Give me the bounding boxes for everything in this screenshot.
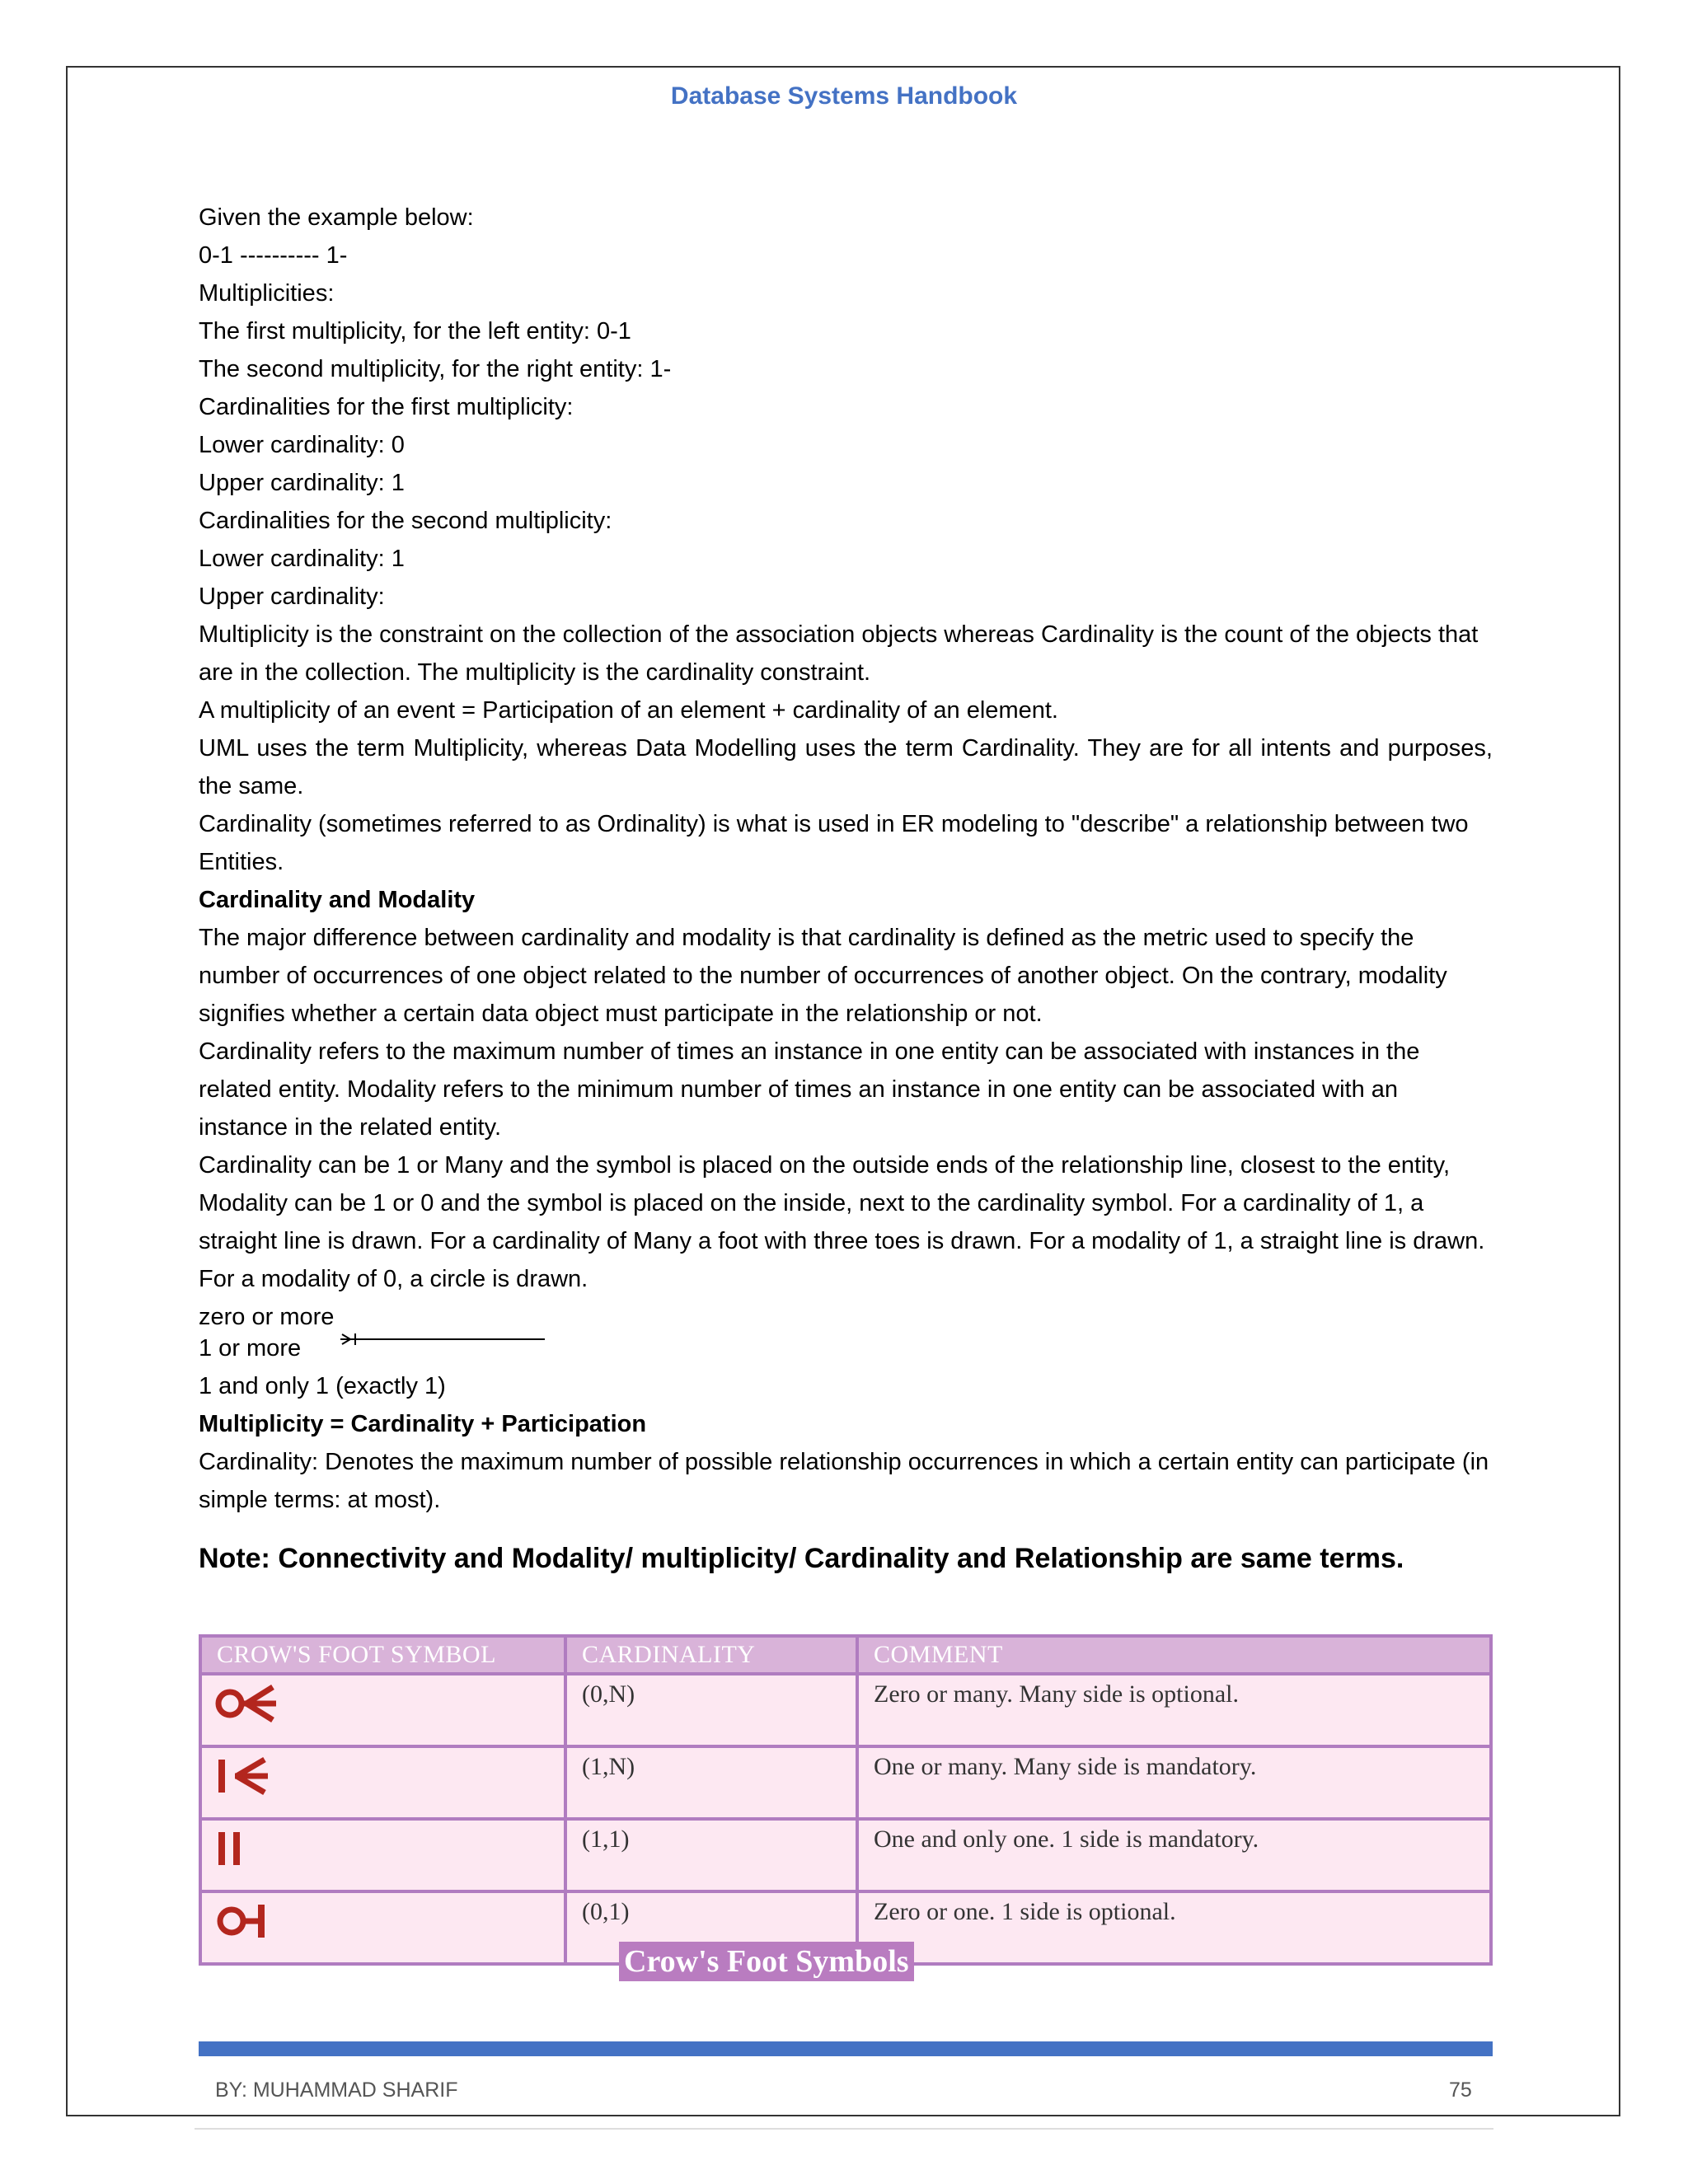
paragraph-event: A multiplicity of an event = Participation of an element + cardinality of an element. — [199, 697, 1058, 724]
text-line: Upper cardinality: — [199, 583, 385, 610]
text-line: Upper cardinality: 1 — [199, 470, 405, 496]
comment-cell: Zero or one. 1 side is optional. — [857, 1891, 1491, 1964]
text-line: Given the example below: — [199, 204, 474, 231]
bottom-rule — [195, 2128, 1493, 2130]
one-and-only-one-icon — [213, 1825, 279, 1872]
symbol-cell — [200, 1746, 565, 1819]
paragraph-multiplicity: Multiplicity is the constraint on the collection of the association objects whereas Cardinality is the count of the objects that are in the collection. The multiplicity is the cardinality constraint. — [199, 621, 1479, 686]
footer-bar — [199, 2041, 1493, 2056]
paragraph-cardinality-definition: Cardinality: Denotes the maximum number of possible relationship occurrences in which a certain entity can participate (in simple terms: at most). — [199, 1449, 1489, 1513]
page-number: 75 — [1449, 2079, 1472, 2102]
symbol-cell — [200, 1674, 565, 1746]
cardinality-cell: (1,1) — [565, 1819, 857, 1891]
text-line: Cardinalities for the first multiplicity: — [199, 394, 574, 420]
text-line: Cardinalities for the second multiplicity: — [199, 508, 612, 534]
cardinality-cell: (0,N) — [565, 1674, 857, 1746]
one-or-more-relationship-icon — [339, 1331, 553, 1347]
one-or-more-label: 1 or more — [199, 1335, 302, 1361]
table-row — [200, 1674, 1491, 1746]
text-line: The second multiplicity, for the right entity: 1- — [199, 356, 672, 382]
footer-author: BY: MUHAMMAD SHARIF — [215, 2079, 458, 2102]
text-line: Multiplicities: — [199, 280, 335, 307]
symbol-cell — [200, 1891, 565, 1964]
table-row — [200, 1819, 1491, 1891]
text-line: The first multiplicity, for the left entity: 0-1 — [199, 318, 631, 344]
zero-or-more-label: zero or more — [199, 1304, 335, 1330]
comment-cell: Zero or many. Many side is optional. — [857, 1674, 1491, 1746]
note-heading: Note: Connectivity and Modality/ multiplicity/ Cardinality and Relationship are same terms. — [199, 1543, 1404, 1574]
cardinality-cell: (0,1) — [565, 1891, 857, 1964]
heading-multiplicity: Multiplicity = Cardinality + Participation — [199, 1411, 647, 1437]
heading-cardinality-modality: Cardinality and Modality — [199, 887, 476, 913]
paragraph-uml: UML uses the term Multiplicity, whereas Data Modelling uses the term Cardinality. They are for all intents and purposes, the same. — [199, 735, 1493, 799]
text-line: 0-1 ---------- 1- — [199, 242, 348, 269]
symbol-cell — [200, 1819, 565, 1891]
text-line: Lower cardinality: 0 — [199, 432, 405, 458]
one-or-many-icon — [213, 1753, 279, 1799]
table-caption: Crow's Foot Symbols — [619, 1942, 914, 1981]
zero-or-many-icon — [213, 1680, 279, 1727]
paragraph-refers: Cardinality refers to the maximum number of times an instance in one entity can be associated with instances in the related entity. Modality refers to the minimum number of times an instance in one entity can be associated with an instance in the related entity. — [199, 1038, 1420, 1141]
text-line: Lower cardinality: 1 — [199, 546, 405, 572]
column-header: CARDINALITY — [565, 1636, 857, 1674]
symbol-example — [199, 1298, 1493, 1367]
exactly-one-label: 1 and only 1 (exactly 1) — [199, 1373, 446, 1399]
crows-foot-table-wrap — [199, 1634, 1493, 1966]
page-content — [199, 199, 1493, 1578]
comment-cell: One and only one. 1 side is mandatory. — [857, 1819, 1491, 1891]
column-header: COMMENT — [857, 1636, 1491, 1674]
paragraph-symbol: Cardinality can be 1 or Many and the symbol is placed on the outside ends of the relationship line, closest to the entity, Modality can be 1 or 0 and the symbol is placed on the inside, next to the cardinality symbol. For a cardinality of 1, a straight line is drawn. For a cardinality of Many a foot with three toes is drawn. For a modality of 1, a straight line is drawn. For a modality of 0, a circle is drawn. — [199, 1152, 1485, 1292]
table-row — [200, 1746, 1491, 1819]
page-header-title: Database Systems Handbook — [670, 82, 1018, 110]
comment-cell: One or many. Many side is mandatory. — [857, 1746, 1491, 1819]
zero-or-one-icon — [213, 1898, 279, 1944]
cardinality-cell: (1,N) — [565, 1746, 857, 1819]
column-header: CROW'S FOOT SYMBOL — [200, 1636, 565, 1674]
paragraph-difference: The major difference between cardinality and modality is that cardinality is defined as the metric used to specify the number of occurrences of one object related to the number of occurrences of another object. On the contrary, modality signifies whether a certain data object must participate in the relationship or not. — [199, 925, 1447, 1027]
paragraph-ordinality: Cardinality (sometimes referred to as Ordinality) is what is used in ER modeling to "describe" a relationship between two Entities. — [199, 811, 1469, 875]
crows-foot-table — [199, 1634, 1493, 1966]
